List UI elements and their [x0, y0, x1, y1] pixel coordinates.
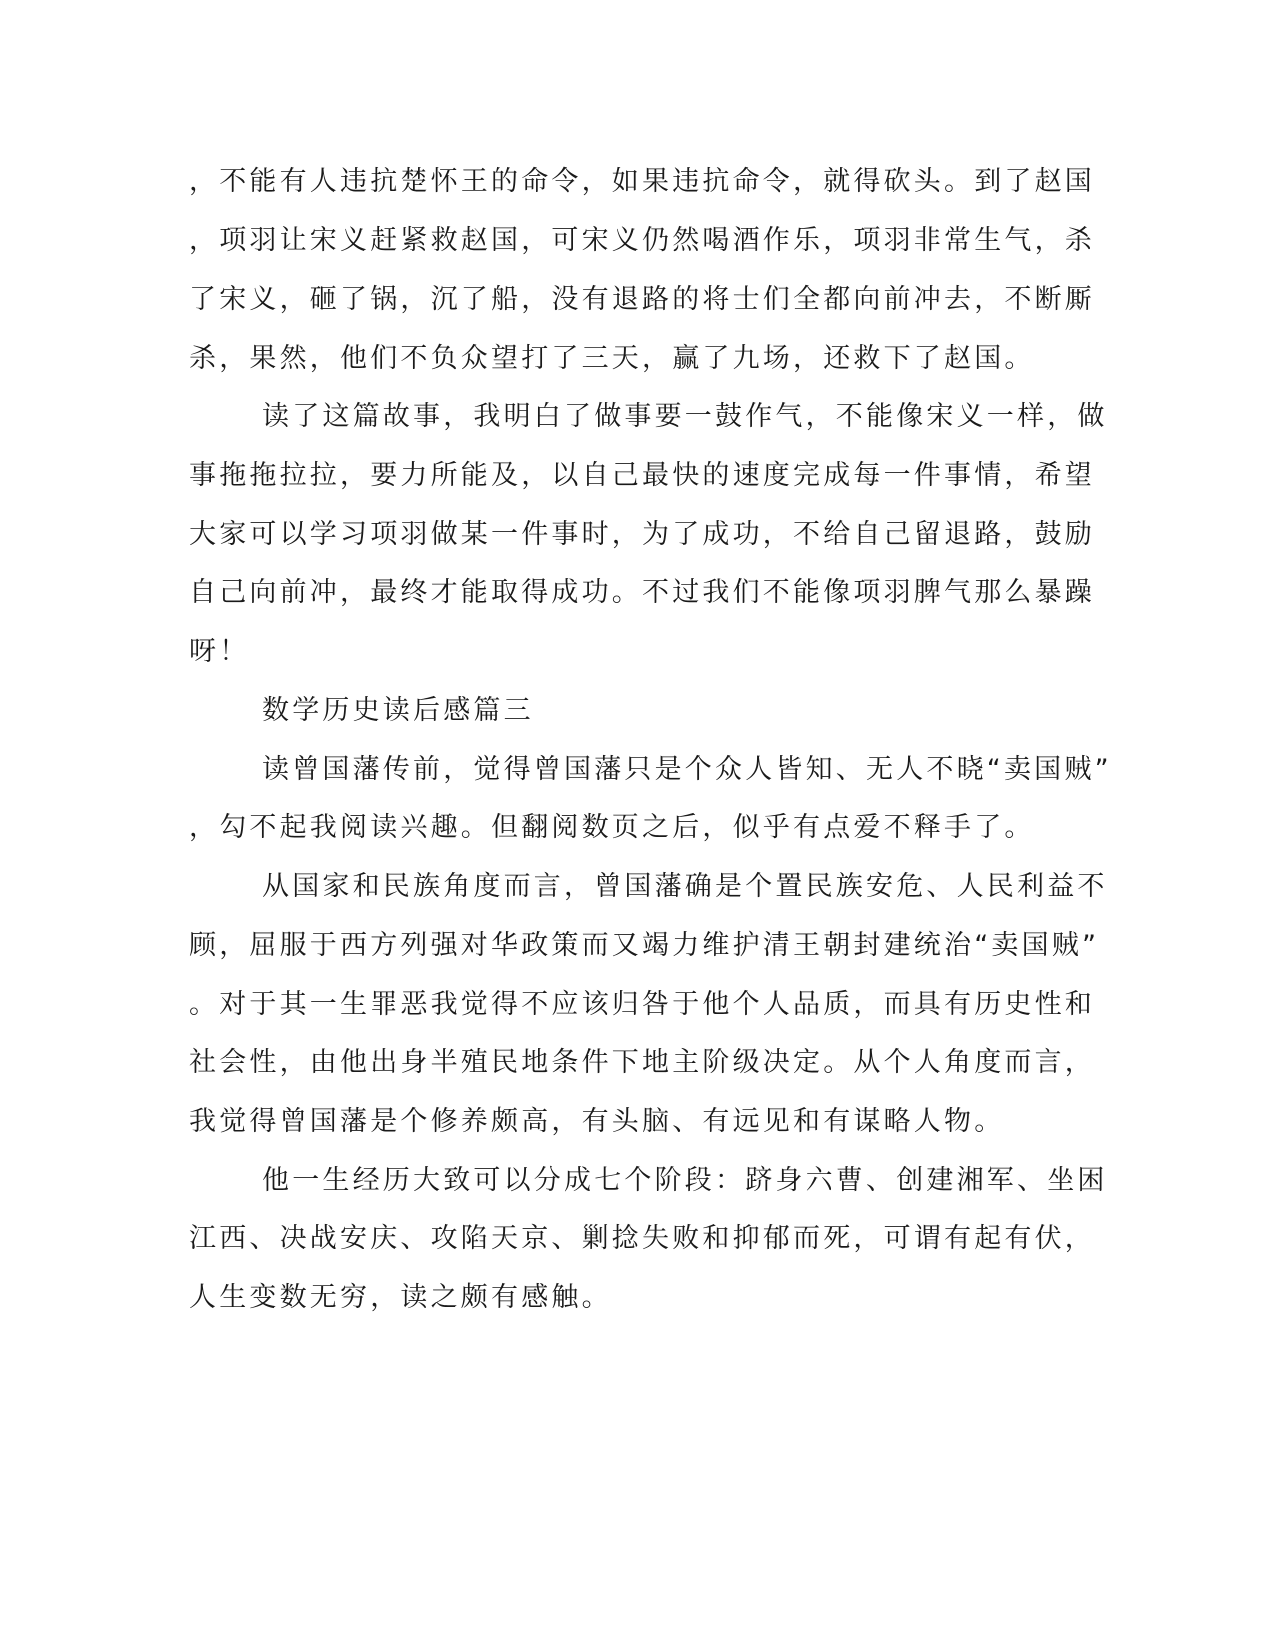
text-line: 。对于其一生罪恶我觉得不应该归咎于他个人品质，而具有历史性和: [189, 989, 1095, 1020]
text-line: 江西、决战安庆、攻陷天京、剿捻失败和抑郁而死，可谓有起有伏，: [189, 1223, 1095, 1254]
text-line: 大家可以学习项羽做某一件事时，为了成功，不给自己留退路，鼓励: [189, 519, 1095, 550]
text-line: ，勾不起我阅读兴趣。但翻阅数页之后，似乎有点爱不释手了。: [189, 812, 1035, 843]
text-line: 顾，屈服于西方列强对华政策而又竭力维护清王朝封建统治“卖国贼”: [189, 930, 1100, 961]
text-line: ，项羽让宋义赶紧救赵国，可宋义仍然喝酒作乐，项羽非常生气，杀: [189, 225, 1095, 256]
text-line: 了宋义，砸了锅，沉了船，没有退路的将士们全都向前冲去，不断厮: [189, 284, 1095, 315]
text-line: 呀！: [189, 636, 250, 667]
text-line: 自己向前冲，最终才能取得成功。不过我们不能像项羽脾气那么暴躁: [189, 577, 1095, 608]
paragraph-first-line: 读曾国藩传前，觉得曾国藩只是个众人皆知、无人不晓“卖国贼”: [262, 754, 1112, 785]
paragraph-first-line: 他一生经历大致可以分成七个阶段：跻身六曹、创建湘军、坐困: [262, 1165, 1108, 1196]
paragraph-first-line: 从国家和民族角度而言，曾国藩确是个置民族安危、人民利益不: [262, 871, 1108, 902]
section-heading: 数学历史读后感篇三: [262, 695, 534, 726]
text-line: 我觉得曾国藩是个修养颇高，有头脑、有远见和有谋略人物。: [189, 1106, 1005, 1137]
text-line: ，不能有人违抗楚怀王的命令，如果违抗命令，就得砍头。到了赵国: [189, 166, 1095, 197]
text-line: 社会性，由他出身半殖民地条件下地主阶级决定。从个人角度而言，: [189, 1047, 1095, 1078]
text-line: 事拖拖拉拉，要力所能及，以自己最快的速度完成每一件事情，希望: [189, 460, 1095, 491]
text-line: 杀，果然，他们不负众望打了三天，赢了九场，还救下了赵国。: [189, 343, 1035, 374]
text-line: 人生变数无穷，读之颇有感触。: [189, 1282, 612, 1313]
paragraph-first-line: 读了这篇故事，我明白了做事要一鼓作气，不能像宋义一样，做: [262, 401, 1108, 432]
